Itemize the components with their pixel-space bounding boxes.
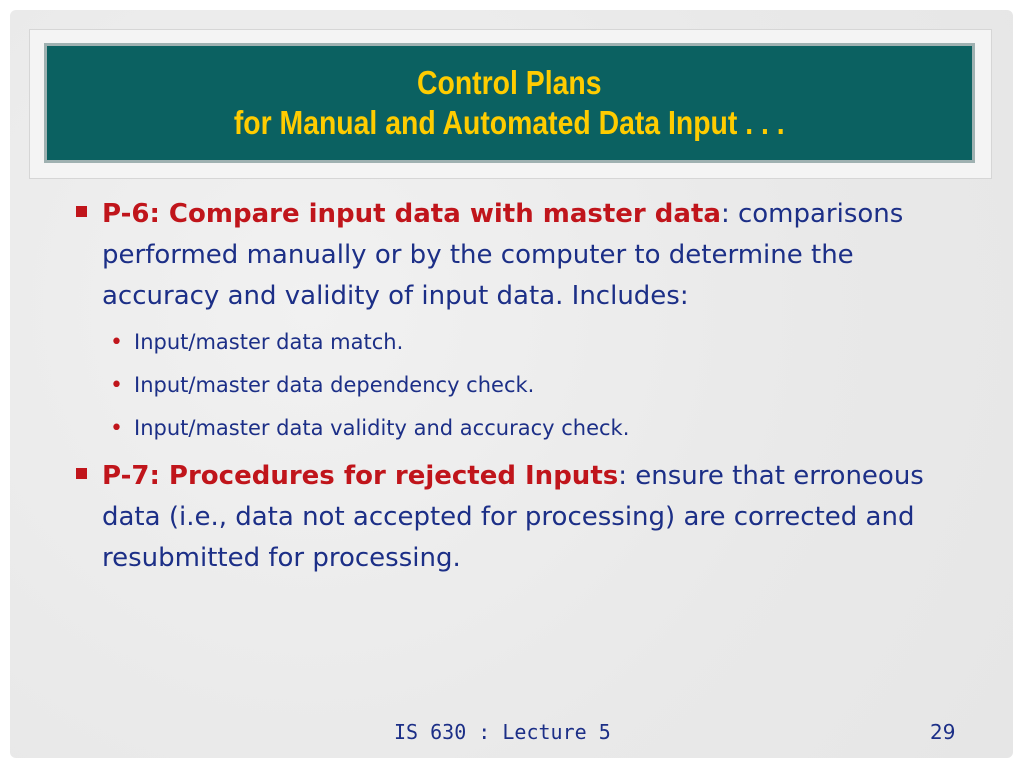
square-bullet-icon (76, 206, 87, 217)
term-separator: : (720, 199, 730, 229)
slide-footer: IS 630 : Lecture 5 (394, 720, 611, 744)
page-number: 29 (930, 720, 956, 744)
slide-title-line-2: for Manual and Automated Data Input . . . (234, 104, 785, 141)
description-p6: comparisons performed manually or by the computer to determine the accuracy and validity of input data. Includes: (102, 199, 904, 311)
round-bullet-icon: • (110, 373, 123, 398)
sub-bullet-text: Input/master data dependency check. (134, 373, 535, 397)
term-p6: P-6: Compare input data with master data (102, 199, 721, 229)
term-p7: P-7: Procedures for rejected Inputs (102, 461, 619, 491)
square-bullet-icon (76, 468, 87, 479)
sub-bullet-text: Input/master data match. (134, 330, 404, 354)
round-bullet-icon: • (110, 330, 123, 355)
round-bullet-icon: • (110, 416, 123, 441)
sub-bullet-list (72, 321, 952, 450)
slide-content (72, 194, 952, 579)
sub-bullet-item (72, 321, 952, 364)
description-p7: ensure that erroneous data (i.e., data not accepted for processing) are corrected and resubmitted for processing. (102, 461, 924, 573)
term-separator: : (618, 461, 627, 491)
sub-bullet-text: Input/master data validity and accuracy check. (134, 416, 630, 440)
bullet-item-p6 (72, 194, 952, 317)
sub-bullet-item (72, 364, 952, 407)
bullet-item-p7 (72, 456, 952, 579)
sub-bullet-item (72, 407, 952, 450)
title-box (44, 43, 975, 163)
slide-title-line-1: Control Plans (417, 64, 602, 101)
